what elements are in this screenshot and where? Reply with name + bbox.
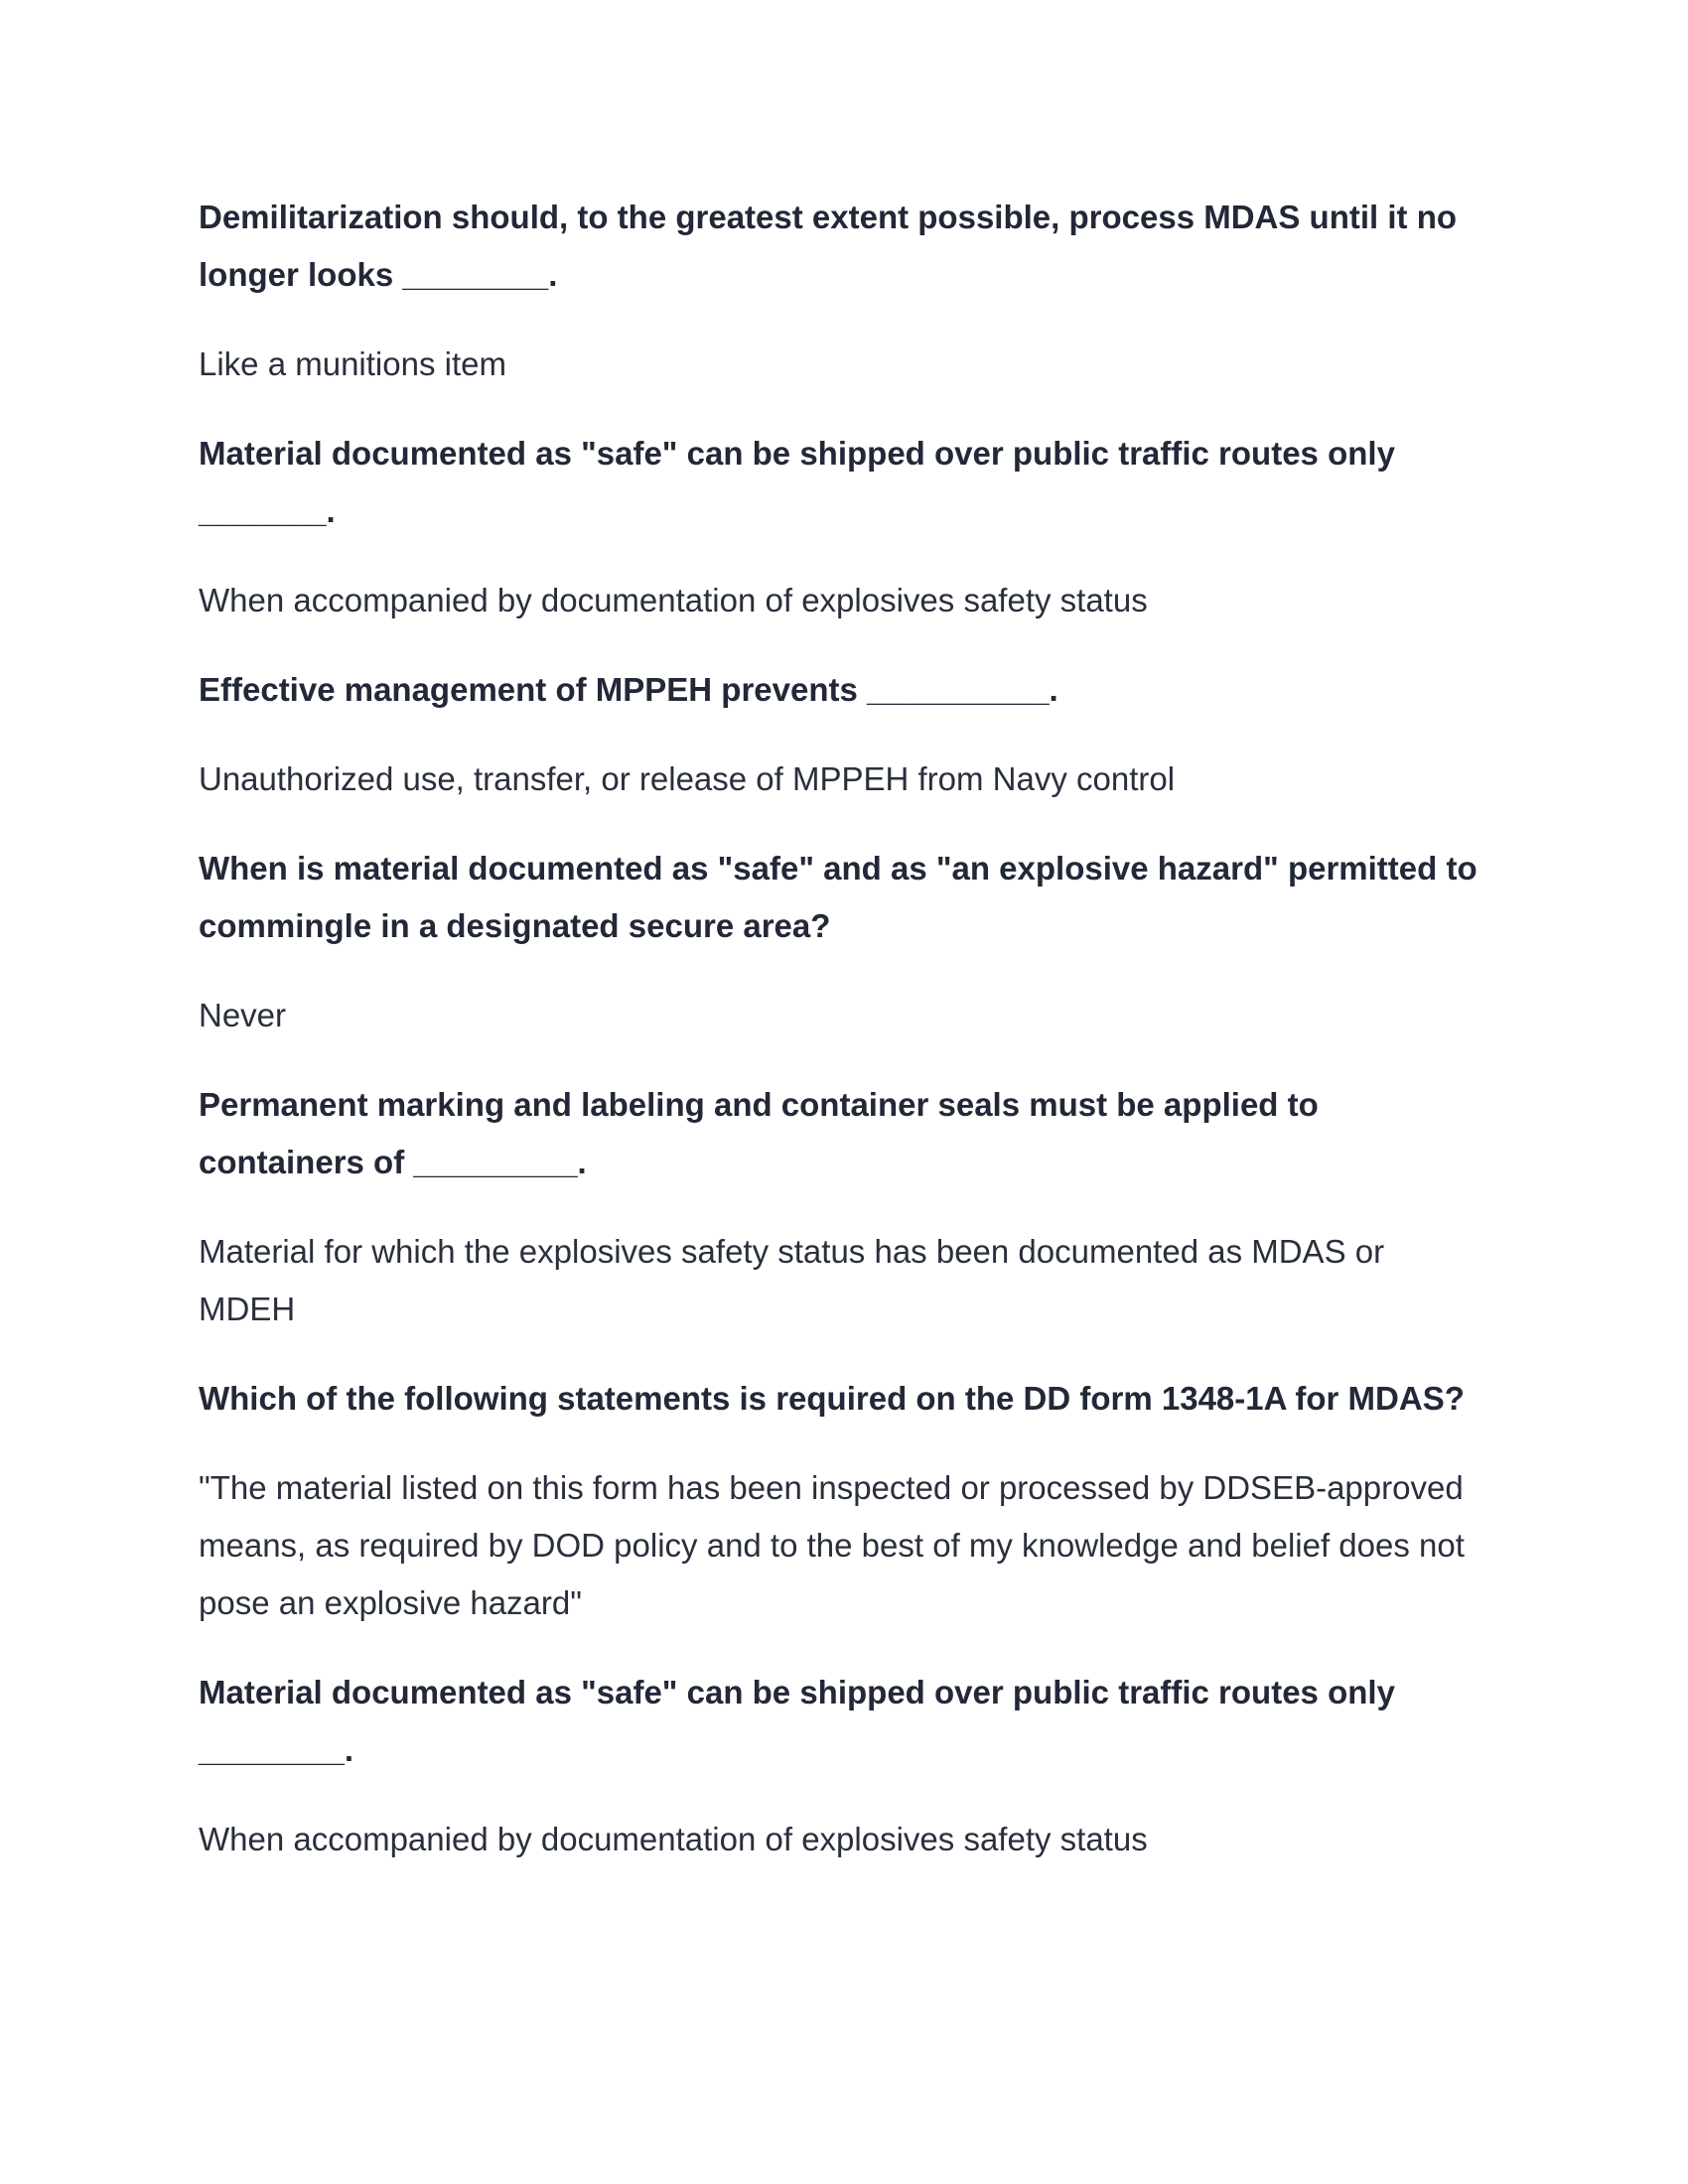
qa-item [199,1076,1489,1338]
answer-text: When accompanied by documentation of explosives safety status [199,582,1148,618]
question-text: Permanent marking and labeling and container seals must be applied to containers of _________. [199,1086,1319,1180]
qa-item [199,1664,1489,1868]
answer-text: "The material listed on this form has been inspected or processed by DDSEB-approved means, as required by DOD policy and to the best of my knowledge and belief does not pose an explosive hazard" [199,1469,1465,1621]
answer-text: Unauthorized use, transfer, or release of MPPEH from Navy control [199,760,1176,797]
answer-text: Never [199,997,287,1033]
document-page [199,189,1489,1900]
qa-item [199,189,1489,393]
qa-item [199,840,1489,1044]
question-text: When is material documented as "safe" and as "an explosive hazard" permitted to commingle in a designated secure area? [199,850,1477,944]
question-text: Demilitarization should, to the greatest extent possible, process MDAS until it no longer looks ________. [199,199,1458,293]
question-text: Which of the following statements is required on the DD form 1348-1A for MDAS? [199,1380,1465,1417]
answer-text: Material for which the explosives safety status has been documented as MDAS or MDEH [199,1233,1385,1327]
question-text: Material documented as "safe" can be shipped over public traffic routes only _______. [199,435,1395,529]
question-text: Effective management of MPPEH prevents __________. [199,671,1058,708]
answer-text: Like a munitions item [199,345,506,382]
qa-item [199,661,1489,808]
qa-item [199,1370,1489,1632]
question-text: Material documented as "safe" can be shipped over public traffic routes only ________. [199,1674,1395,1768]
answer-text: When accompanied by documentation of explosives safety status [199,1821,1148,1857]
qa-item [199,425,1489,629]
